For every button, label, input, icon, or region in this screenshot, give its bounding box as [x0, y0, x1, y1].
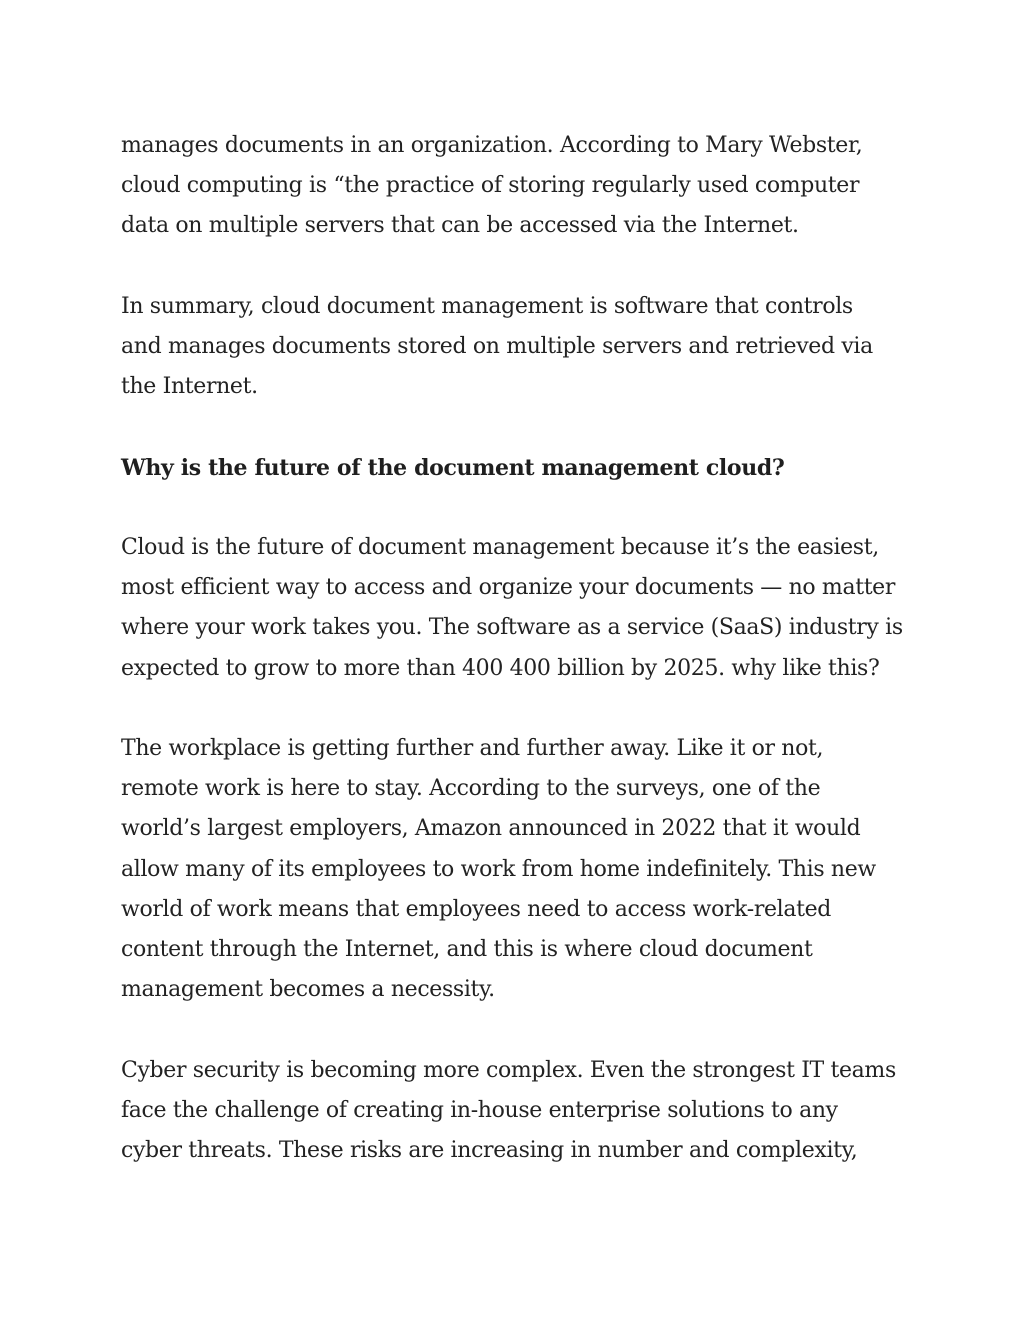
paragraph-cyber-security — [121, 1051, 921, 1172]
text-line: cyber threats. These risks are increasing in number and complexity, — [121, 1138, 858, 1163]
text-line: world’s largest employers, Amazon announced in 2022 that it would — [121, 816, 861, 842]
paragraph-remote-work — [121, 729, 921, 1010]
text-line: where your work takes you. The software as a service (SaaS) industry is — [121, 615, 903, 641]
document-page — [121, 126, 921, 1211]
paragraph-cloud-computing-definition — [121, 126, 921, 247]
text-line: In summary, cloud document management is software that controls — [121, 293, 853, 319]
text-line: Cyber security is becoming more complex. Even the strongest IT teams — [121, 1057, 896, 1083]
paragraph-summary — [121, 287, 921, 408]
text-line: world of work means that employees need to access work-related — [121, 896, 832, 922]
text-line: face the challenge of creating in-house enterprise solutions to any — [121, 1097, 838, 1123]
text-line: management becomes a necessity. — [121, 977, 495, 1003]
text-line: and manages documents stored on multiple servers and retrieved via — [121, 334, 873, 359]
text-line: remote work is here to stay. According to the surveys, one of the — [121, 776, 821, 802]
text-line: content through the Internet, and this is where cloud document — [121, 937, 813, 962]
text-line: The workplace is getting further and further away. Like it or not, — [121, 735, 824, 761]
text-line: most efficient way to access and organize your documents — no matter — [121, 575, 896, 601]
text-line: the Internet. — [121, 374, 258, 400]
text-line: data on multiple servers that can be accessed via the Internet. — [121, 213, 799, 239]
text-line: expected to grow to more than 400 400 billion by 2025. why like this? — [121, 655, 880, 681]
text-line: cloud computing is “the practice of storing regularly used computer — [121, 173, 860, 199]
text-line: manages documents in an organization. According to Mary Webster, — [121, 133, 863, 158]
section-heading: Why is the future of the document management cloud? — [121, 454, 785, 481]
text-line: Cloud is the future of document management because it’s the easiest, — [121, 534, 879, 560]
text-line: allow many of its employees to work from home indefinitely. This new — [121, 856, 876, 882]
paragraph-cloud-future — [121, 528, 921, 689]
